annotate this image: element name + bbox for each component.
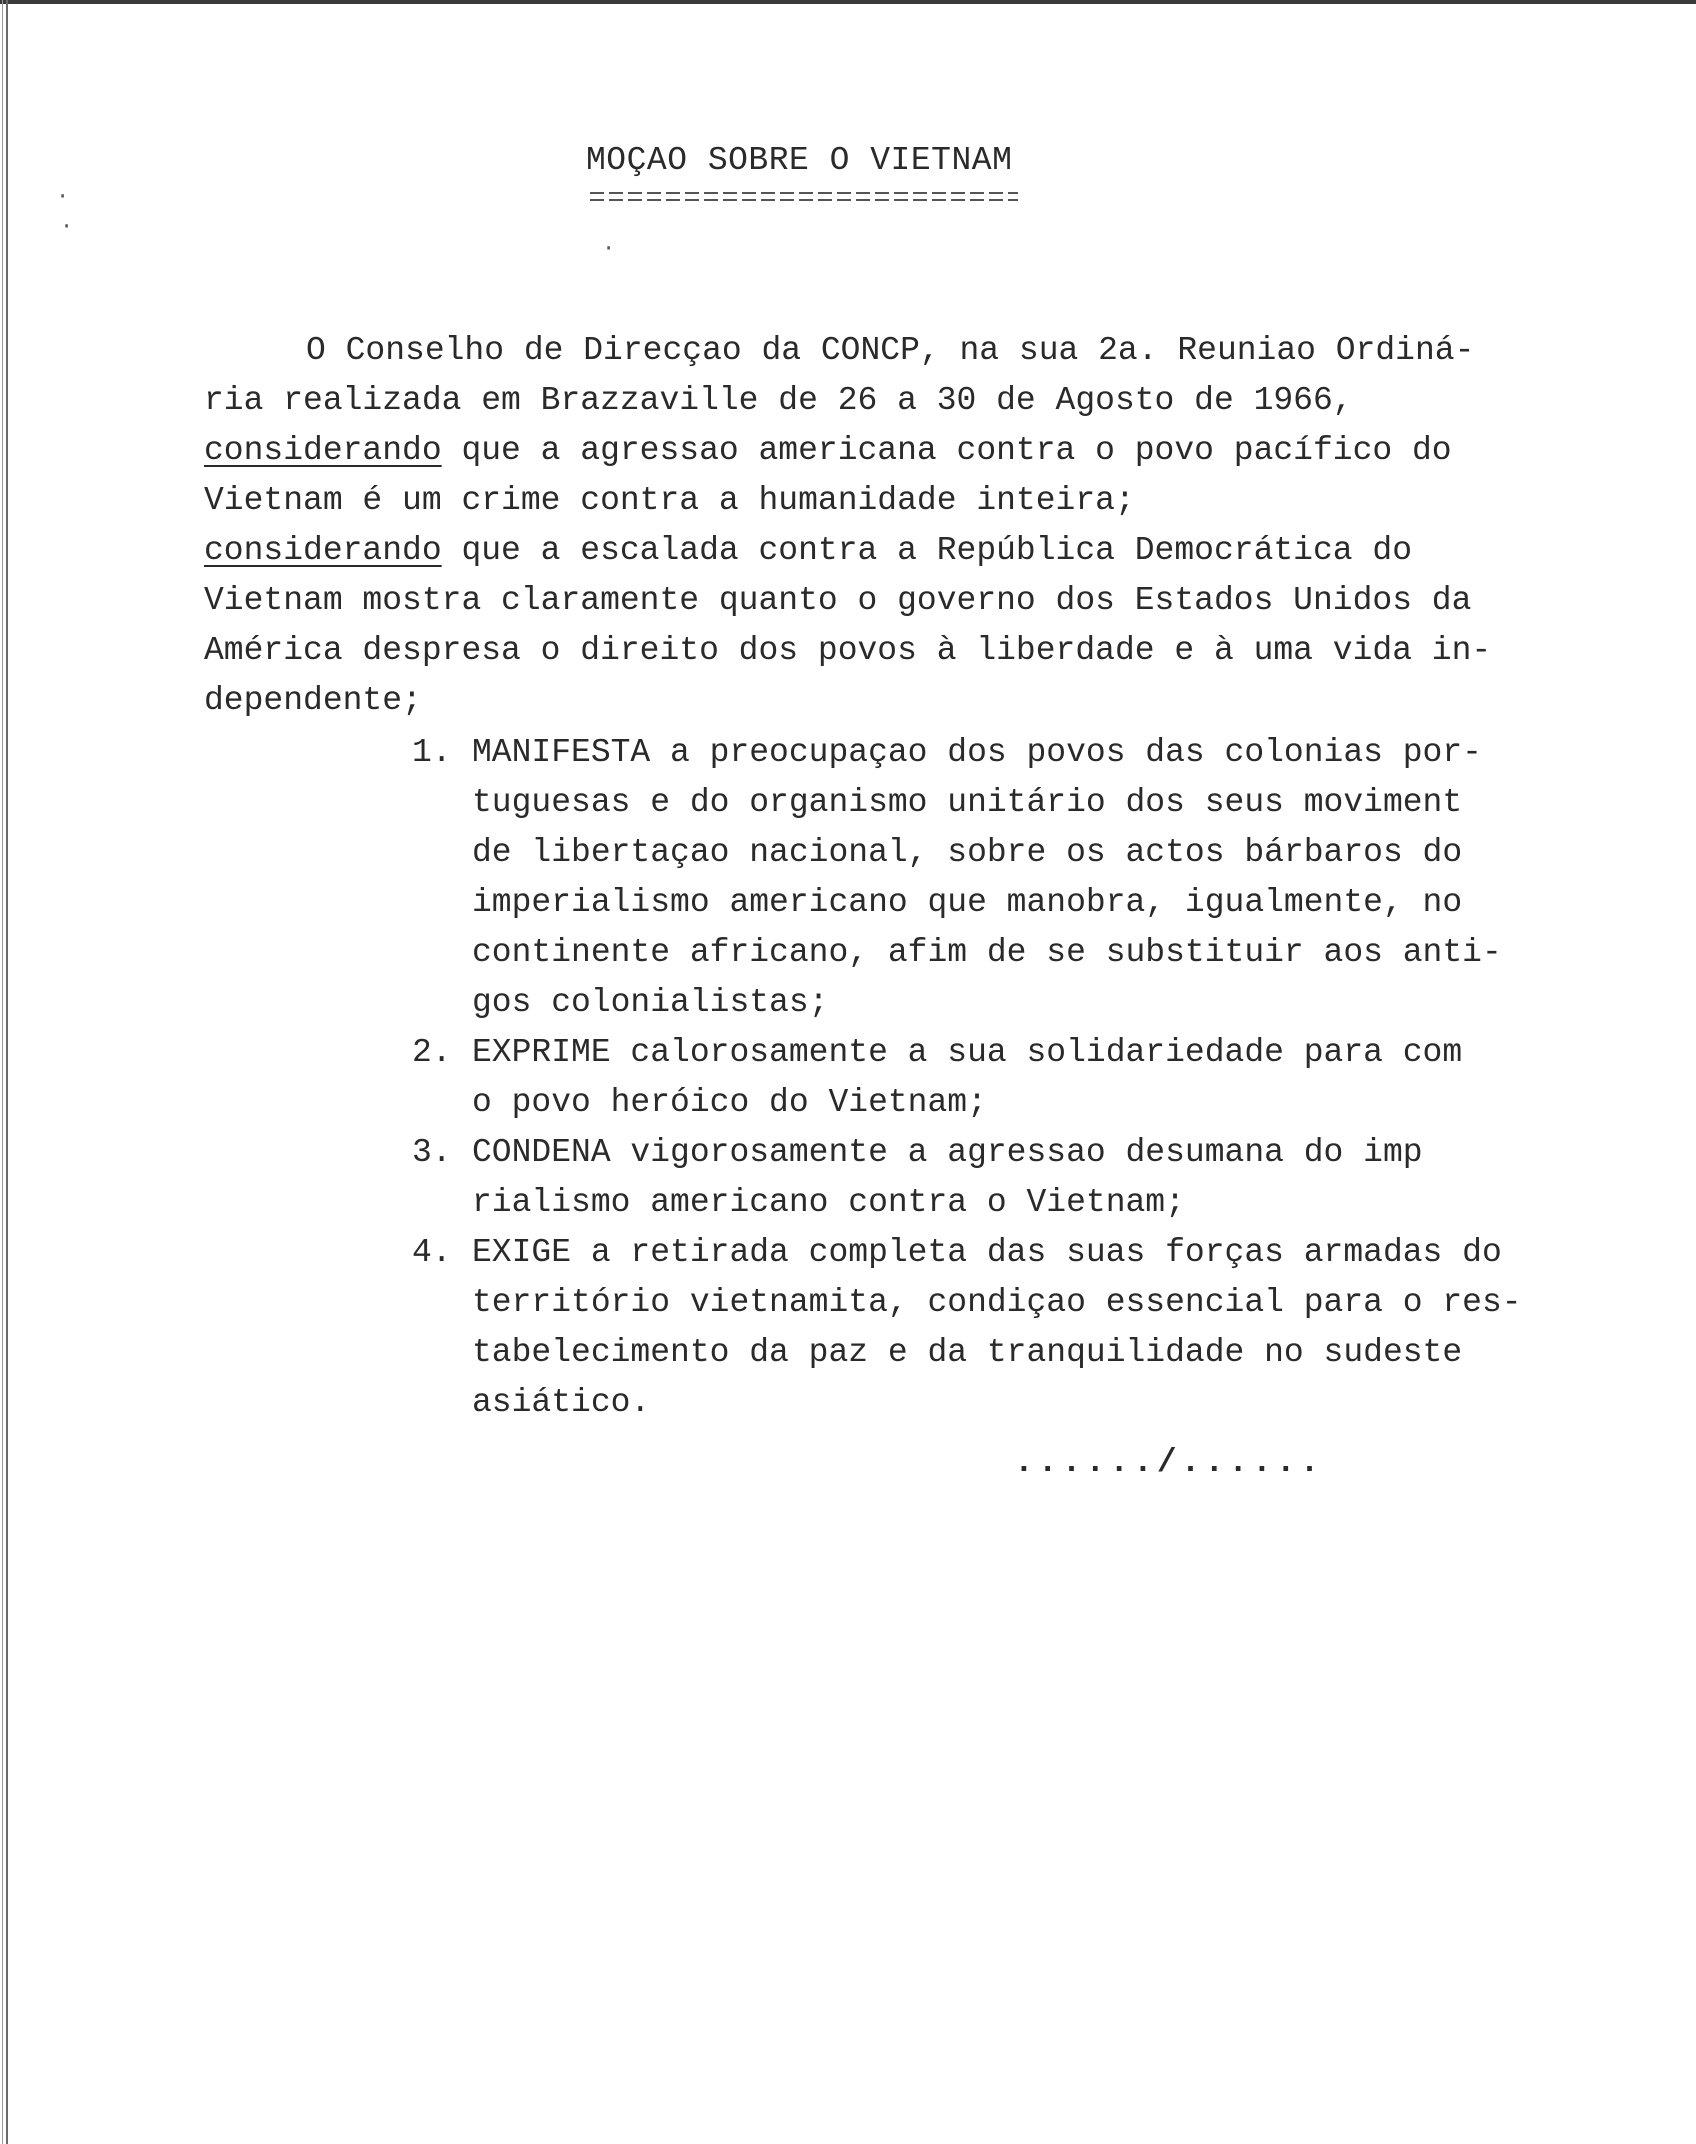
page-edge <box>6 0 8 2144</box>
item-line: território vietnamita, condiçao essencial para o res- <box>472 1284 1522 1321</box>
item-line: tabelecimento da paz e da tranquilidade no sudeste <box>472 1334 1463 1371</box>
item-line: MANIFESTA a preocupaçao dos povos das colonias por- <box>472 734 1482 771</box>
considerando-line <box>204 434 1452 467</box>
scan-speck: · <box>60 214 74 239</box>
preamble-line: O Conselho de Direcçao da CONCP, na sua 2a. Reuniao Ordiná- <box>306 332 1475 369</box>
item-line: gos colonialistas; <box>472 984 829 1021</box>
item-line: continente africano, afim de se substituir aos anti- <box>472 934 1502 971</box>
item-line: asiático. <box>472 1384 651 1421</box>
item-number: 2. <box>412 1034 452 1071</box>
item-number: 4. <box>412 1234 452 1271</box>
item-line: imperialismo americano que manobra, igualmente, no <box>472 884 1463 921</box>
item-line: EXPRIME calorosamente a sua solidariedade para com <box>472 1034 1463 1071</box>
item-line: tuguesas e do organismo unitário dos seus moviment <box>472 784 1463 821</box>
item-line: rialismo americano contra o Vietnam; <box>472 1184 1185 1221</box>
considerando-keyword: considerando <box>204 532 442 569</box>
considerando-line: América despresa o direito dos povos à liberdade e à uma vida in- <box>204 632 1492 669</box>
item-line: o povo heróico do Vietnam; <box>472 1084 987 1121</box>
page-edge <box>0 0 1696 4</box>
considerando-line <box>204 534 1412 567</box>
item-number: 1. <box>412 734 452 771</box>
considerando-text: que a agressao americana contra o povo pacífico do <box>441 432 1452 469</box>
considerando-line: Vietnam é um crime contra a humanidade inteira; <box>204 482 1135 519</box>
considerando-keyword: considerando <box>204 432 442 469</box>
considerando-line: Vietnam mostra claramente quanto o governo dos Estados Unidos da <box>204 582 1472 619</box>
scan-speck: · <box>56 184 70 209</box>
considerando-text: que a escalada contra a República Democrática do <box>441 532 1412 569</box>
considerando-line: dependente; <box>204 682 422 719</box>
item-line: de libertaçao nacional, sobre os actos bárbaros do <box>472 834 1463 871</box>
item-line: CONDENA vigorosamente a agressao desumana do imp <box>472 1134 1423 1171</box>
continuation-marker: ....../...... <box>1014 1444 1324 1481</box>
page-edge <box>2 0 3 2144</box>
item-line: EXIGE a retirada completa das suas forças armadas do <box>472 1234 1502 1271</box>
preamble-line: ria realizada em Brazzaville de 26 a 30 de Agosto de 1966, <box>204 382 1353 419</box>
document-title: MOÇAO SOBRE O VIETNAM <box>586 142 1013 179</box>
scan-speck: · <box>602 236 616 261</box>
title-underline <box>590 190 1018 202</box>
item-number: 3. <box>412 1134 452 1171</box>
